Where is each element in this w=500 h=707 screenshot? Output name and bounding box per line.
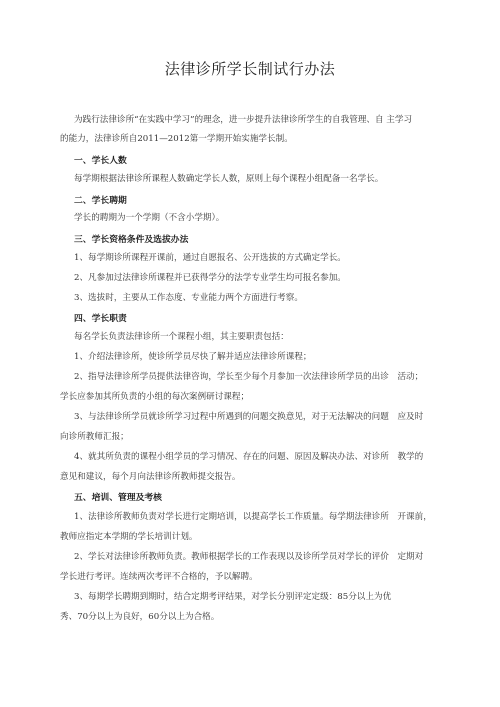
- section-1-heading: 一、学长人数: [74, 156, 127, 166]
- section-5-item-1-line-2: 教师应指定本学期的学长培训计划。: [60, 532, 198, 542]
- section-4-item-2-line-2: 学长应参加其所负责的小组的每次案例研讨课程；: [60, 392, 250, 402]
- intro-line-2: 的能力，法律诊所自2011—2012第一学期开始实施学长制。: [60, 134, 293, 144]
- section-4-intro: 每名学长负责法律诊所一个课程小组，其主要职责包括：: [74, 332, 289, 342]
- section-3-item-3: 3、选拔时，主要从工作态度、专业能力两个方面进行考察。: [74, 293, 303, 303]
- section-5-item-3-line-1: 3、每期学长聘期到期时，结合定期考评结果，对学长分别评定定级：85分以上为优: [74, 592, 392, 602]
- section-4-item-3-line-2: 向诊所教师汇报；: [60, 432, 129, 442]
- section-4-heading: 四、学长职责: [74, 314, 127, 324]
- section-3-item-2: 2、凡参加过法律诊所课程并已获得学分的法学专业学生均可报名参加。: [74, 273, 346, 283]
- section-2-text: 学长的聘期为一个学期（不含小学期）。: [74, 213, 225, 223]
- section-5-heading: 五、培训、管理及考核: [74, 493, 162, 503]
- section-3-heading: 三、学长资格条件及选拔办法: [74, 235, 189, 245]
- section-5-item-2-line-1: 2、学长对法律诊所教师负责。教师根据学长的工作表现以及诊所学员对学长的评价 定期对: [74, 552, 424, 562]
- section-3-item-1: 1、每学期诊所课程开课前，通过自愿报名、公开选拔的方式确定学长。: [74, 253, 346, 263]
- section-1-text: 每学期根据法律诊所课程人数确定学长人数，原则上每个课程小组配备一名学长。: [74, 174, 384, 184]
- section-4-item-3-line-1: 3、与法律诊所学员就诊所学习过程中所遇到的问题交换意见，对于无法解决的问题 应及时: [74, 412, 424, 422]
- section-4-item-1: 1、介绍法律诊所，使诊所学员尽快了解并适应法律诊所课程；: [74, 352, 312, 362]
- section-4-item-4-line-1: 4、就其所负责的课程小组学员的学习情况、存在的问题、原因及解决办法、对诊所 教学的: [74, 452, 424, 462]
- section-4-item-2-line-1: 2、指导法律诊所学员提供法律咨询，学长至少每个月参加一次法律诊所学员的出诊 活动；: [74, 372, 424, 382]
- section-4-item-4-line-2: 意见和建议，每个月向法律诊所教师提交报告。: [60, 472, 241, 482]
- section-5-item-3-line-2: 秀、70分以上为良好，60分以上为合格。: [60, 612, 220, 622]
- section-2-heading: 二、学长聘期: [74, 196, 127, 206]
- section-5-item-2-line-2: 学长进行考评。连续两次考评不合格的，予以解聘。: [60, 572, 258, 582]
- section-5-item-1-line-1: 1、法律诊所教师负责对学长进行定期培训，以提高学长工作质量。每学期法律诊所 开课前，: [74, 512, 432, 522]
- intro-line-1: 为践行法律诊所“在实践中学习”的理念，进一步提升法律诊所学生的自我管理、自 主学习: [74, 115, 413, 125]
- document-title: 法律诊所学长制试行办法: [164, 60, 336, 78]
